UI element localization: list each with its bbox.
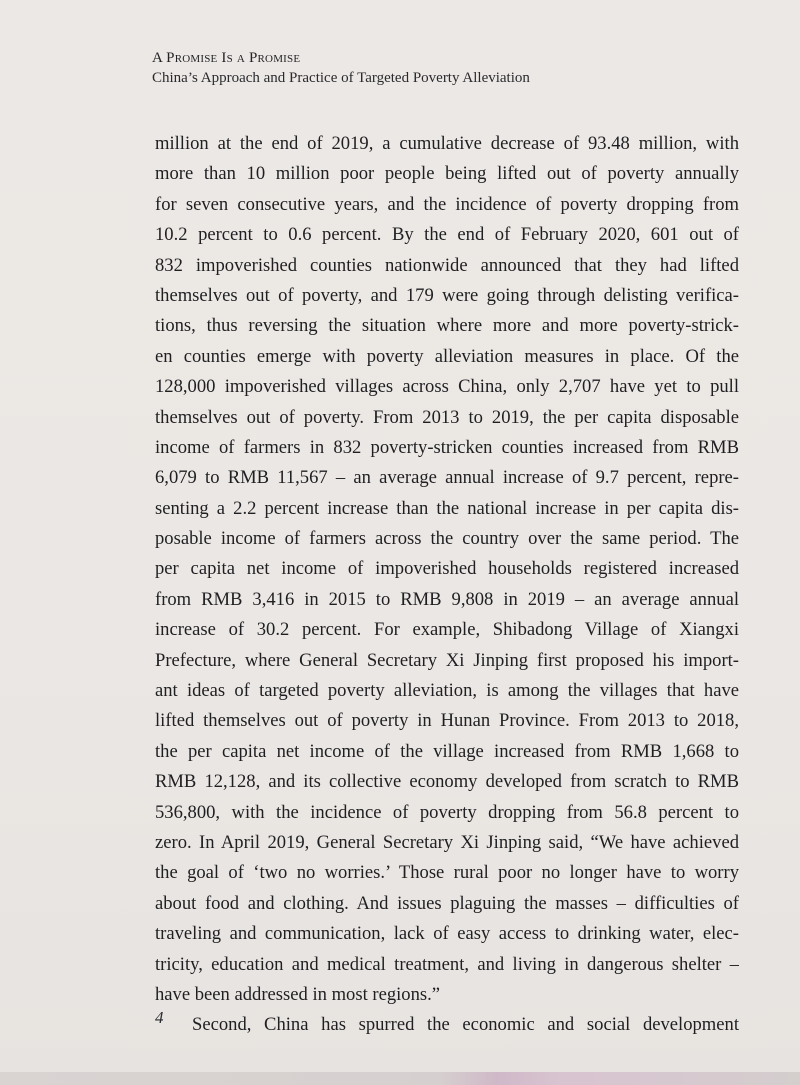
- text-line: increase of 30.2 percent. For example, Shibadong Village of Xiangxi: [155, 619, 739, 641]
- text-line: senting a 2.2 percent increase than the national increase in per capita dis-: [155, 497, 739, 519]
- text-line: 10.2 percent to 0.6 percent. By the end of February 2020, 601 out of: [155, 224, 739, 246]
- text-line: income of farmers in 832 poverty-stricken counties increased from RMB: [155, 436, 739, 458]
- text-line: more than 10 million poor people being lifted out of poverty annually: [155, 163, 739, 185]
- text-line: about food and clothing. And issues plaguing the masses – difficulties of: [155, 892, 739, 914]
- text-line: the goal of ‘two no worries.’ Those rural poor no longer have to worry: [155, 862, 739, 884]
- page-edge-strip: [0, 1072, 800, 1085]
- text-line: posable income of farmers across the country over the same period. The: [155, 528, 739, 550]
- text-line: 128,000 impoverished villages across China, only 2,707 have yet to pull: [155, 376, 739, 398]
- text-line: traveling and communication, lack of easy access to drinking water, elec-: [155, 923, 739, 945]
- page-number: 4: [155, 1008, 164, 1027]
- text-line: the per capita net income of the village increased from RMB 1,668 to: [155, 740, 739, 762]
- text-line: 832 impoverished counties nationwide announced that they had lifted: [155, 254, 739, 276]
- text-line: themselves out of poverty. From 2013 to 2019, the per capita disposable: [155, 406, 739, 428]
- text-line: 6,079 to RMB 11,567 – an average annual increase of 9.7 percent, repre-: [155, 467, 739, 489]
- book-title: A Promise Is a Promise: [152, 50, 301, 66]
- text-line: tricity, education and medical treatment, and living in dangerous shelter –: [155, 953, 739, 975]
- text-line: from RMB 3,416 in 2015 to RMB 9,808 in 2019 – an average annual: [155, 588, 739, 610]
- text-line: zero. In April 2019, General Secretary Xi Jinping said, “We have achieved: [155, 831, 739, 853]
- text-line: Prefecture, where General Secretary Xi Jinping first proposed his import-: [155, 649, 739, 671]
- book-subtitle: China’s Approach and Practice of Targeted Poverty Alleviation: [152, 70, 530, 86]
- running-head: [152, 48, 772, 88]
- text-line: million at the end of 2019, a cumulative decrease of 93.48 million, with: [155, 133, 739, 154]
- text-line: have been addressed in most regions.”: [155, 983, 441, 1005]
- text-line: ant ideas of targeted poverty alleviation, is among the villages that have: [155, 680, 739, 702]
- text-line: en counties emerge with poverty alleviation measures in place. Of the: [155, 345, 739, 367]
- text-line: for seven consecutive years, and the incidence of poverty dropping from: [155, 193, 739, 215]
- paragraph-start-line: Second, China has spurred the economic and social development: [192, 1014, 739, 1036]
- text-line: RMB 12,128, and its collective economy developed from scratch to RMB: [155, 771, 739, 793]
- body-text: [155, 129, 739, 1041]
- text-line: themselves out of poverty, and 179 were going through delisting verifica-: [155, 284, 739, 306]
- text-line: per capita net income of impoverished households registered increased: [155, 558, 739, 580]
- text-line: tions, thus reversing the situation where more and more poverty-strick-: [155, 315, 739, 337]
- text-line: lifted themselves out of poverty in Hunan Province. From 2013 to 2018,: [155, 710, 739, 732]
- text-line: 536,800, with the incidence of poverty dropping from 56.8 percent to: [155, 801, 739, 823]
